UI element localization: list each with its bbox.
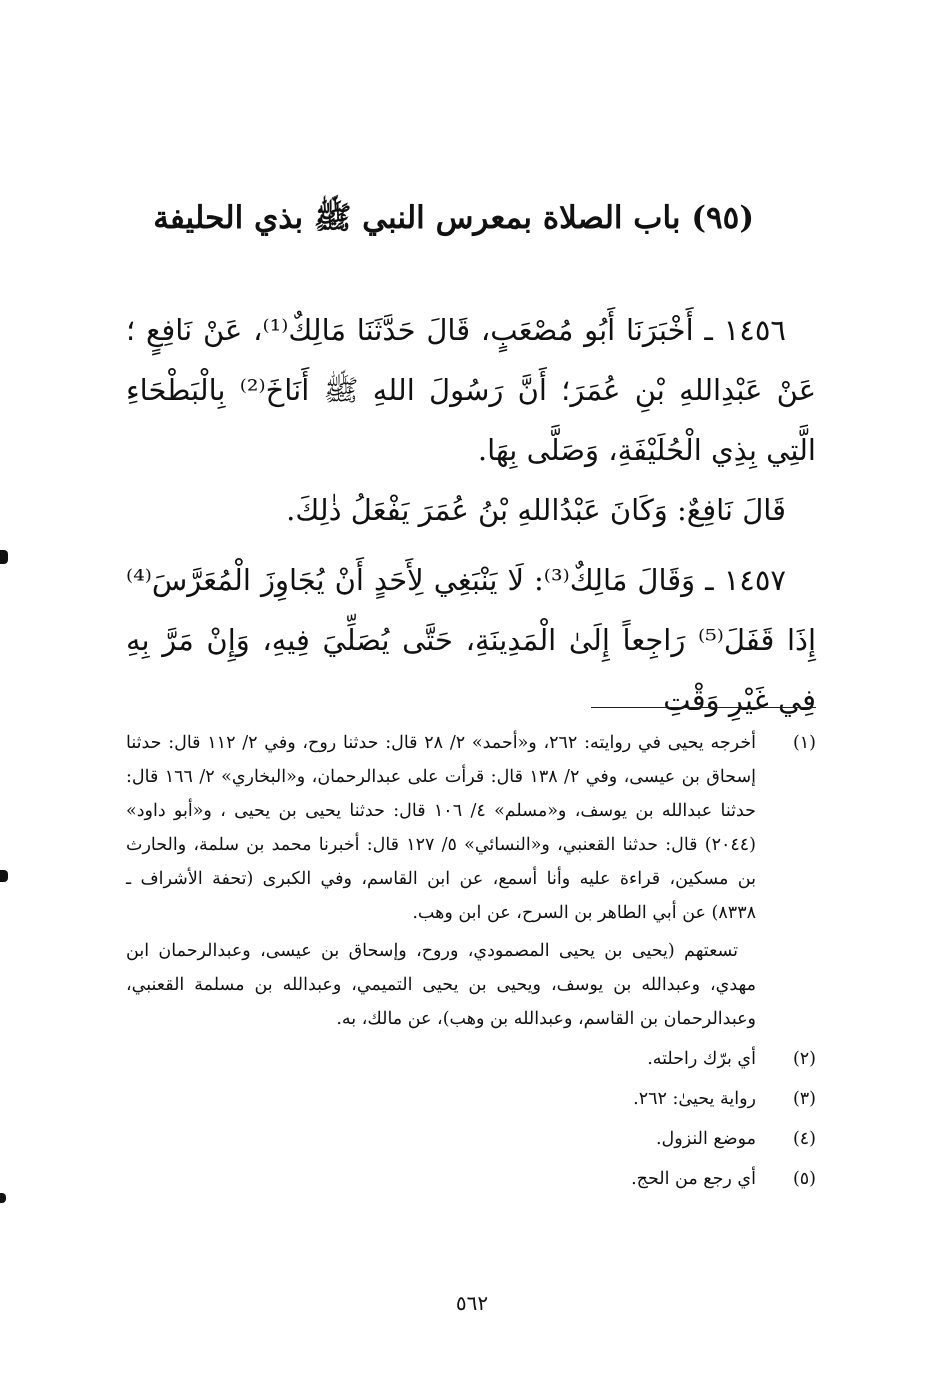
footnote-number: (٥) (792, 1169, 816, 1189)
hadith-1456-text: ١٤٥٦ ـ أَخْبَرَنَا أَبُو مُصْعَبٍ، قَالَ حَدَّثَنَا مَالِكٌ⁽¹⁾، عَنْ نَافِعٍ ؛ عَنْ عَبْدِاللهِ بْنِ عُمَرَ؛ أَنَّ رَسُولَ اللهِ ﷺ أَنَاخَ⁽²⁾ بِالْبَطْحَاءِ الَّتِي بِذِي الْحُلَيْفَةِ، وَصَلَّى بِهَا. (126, 313, 816, 467)
footnote-text: أي برّك راحلته. (647, 1049, 756, 1069)
footnote-number: (٢) (792, 1049, 816, 1069)
footnotes (126, 726, 816, 1202)
hadith-1457-text: ١٤٥٧ ـ وَقَالَ مَالِكٌ⁽³⁾: لَا يَنْبَغِي لِأَحَدٍ أَنْ يُجَاوِزَ الْمُعَرَّسَ⁽⁴⁾ إِذَا قَفَلَ⁽⁵⁾ رَاجِعاً إِلَىٰ الْمَدِينَةِ، حَتَّى يُصَلِّيَ فِيهِ، وَإِنْ مَرَّ بِهِ فِي غَيْرِ وَقْتِ (126, 563, 817, 717)
main-text (126, 300, 816, 730)
hadith-1456-nafi-line: قَالَ نَافِعٌ: وَكَانَ عَبْدُاللهِ بْنُ عُمَرَ يَفْعَلُ ذٰلِكَ. (286, 493, 786, 527)
footnote-text: أي رجع من الحج. (631, 1169, 756, 1189)
footnote-body (126, 726, 756, 1036)
footnote-text-continued: تسعتهم (يحيى بن يحيى المصمودي، وروح، وإسحاق بن عيسى، وعبدالرحمان ابن مهدي، وعبدالله بن يوسف، ويحيى بن يحيى التميمي، وعبدالله بن مسلمة القعنبي، وعبدالرحمان بن القاسم، وعبدالله بن وهب)، عن مالك، به. (126, 941, 756, 1029)
footnote-divider (591, 707, 816, 708)
page-number: ٥٦٢ (455, 1291, 489, 1315)
footnote-text: رواية يحيىٰ: ٢٦٢. (633, 1089, 756, 1109)
footnote-text: موضع النزول. (655, 1129, 756, 1149)
binding-mark (0, 1193, 6, 1203)
binding-mark (0, 550, 8, 564)
footnote-number: (٤) (792, 1129, 816, 1149)
footnote-3 (126, 1082, 816, 1116)
footnote-5 (126, 1162, 816, 1196)
footnote-2 (126, 1042, 816, 1076)
footnote-number: (١) (792, 733, 816, 753)
footnote-4 (126, 1122, 816, 1156)
binding-mark (0, 870, 8, 882)
footnote-text: أخرجه يحيى في روايته: ٢٦٢، و«أحمد» ٢/ ٢٨ قال: حدثنا روح، وفي ٢/ ١١٢ قال: حدثنا إسحاق بن عيسى، وفي ٢/ ١٣٨ قال: قرأت على عبدالرحمان، و«البخاري» ٢/ ١٦٦ قال: حدثنا عبدالله بن يوسف، و«مسلم» ٤/ ١٠٦ قال: حدثنا يحيى بن يحيى ، و«أبو داود» (٢٠٤٤) قال: حدثنا القعنبي، و«النسائي» ٥/ ١٢٧ قال: أخبرنا محمد بن سلمة، والحارث بن مسكين، قراءة عليه وأنا أسمع، عن ابن القاسم، وفي الكبرى (تحفة الأشراف ـ ٨٣٣٨) عن أبي الطاهر بن السرح، عن ابن وهب. (126, 733, 757, 923)
footnote-number: (٣) (792, 1089, 816, 1109)
footnote-1 (126, 726, 816, 1036)
chapter-title: (٩٥) باب الصلاة بمعرس النبي ﷺ بذي الحليفة (153, 200, 754, 236)
